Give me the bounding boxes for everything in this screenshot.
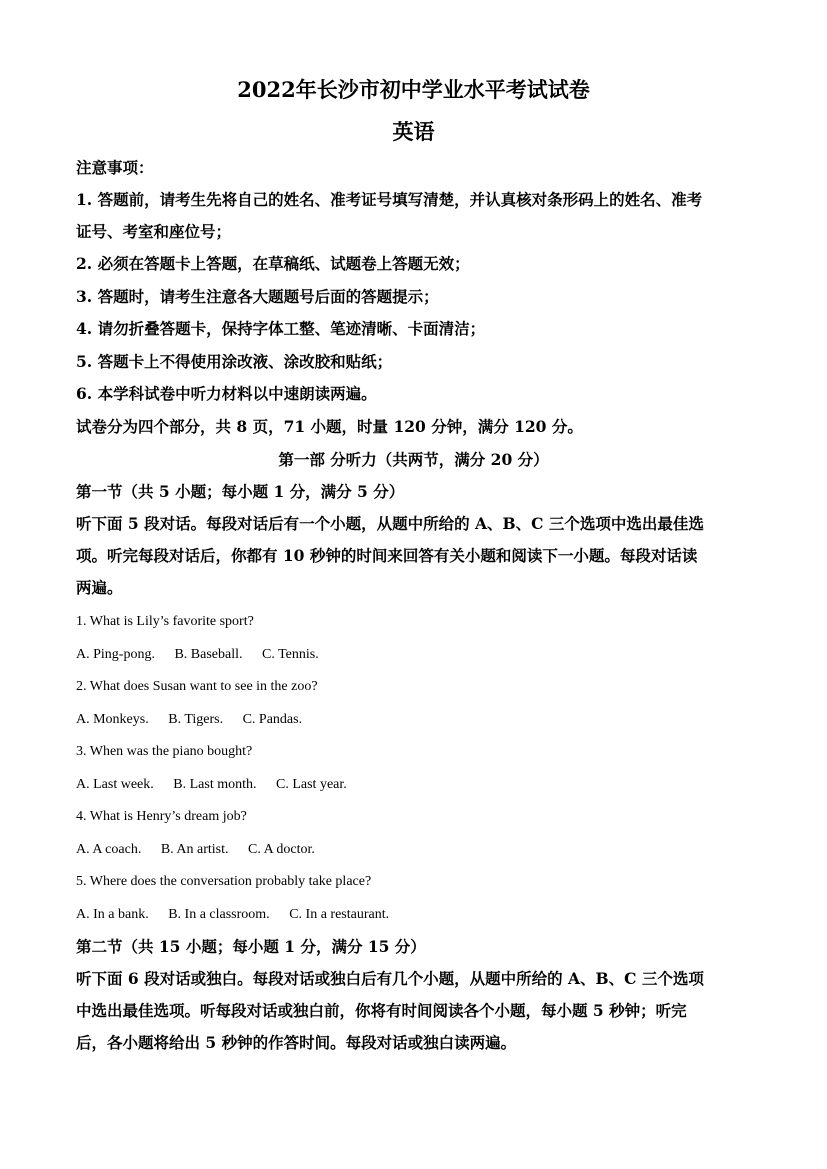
question-1: 1. What is Lily’s favorite sport? — [76, 614, 254, 629]
question-4-option-c: C. A doctor. — [248, 842, 315, 857]
question-2: 2. What does Susan want to see in the zoo? — [76, 679, 318, 694]
question-3-option-c: C. Last year. — [276, 777, 347, 792]
section-2-instruction-line-3: 后，各小题将给出 5 秒钟的作答时间。每段对话或独白读两遍。 — [76, 1033, 517, 1052]
section-1-instruction-line-1: 听下面 5 段对话。每段对话后有一个小题，从题中所给的 A、B、C 三个选项中选出最佳选 — [76, 514, 704, 533]
question-5-option-c: C. In a restaurant. — [289, 907, 390, 922]
question-4-options — [76, 841, 756, 859]
question-4: 4. What is Henry’s dream job? — [76, 809, 247, 824]
part-1-heading: 第一部 分听力（共两节，满分 20 分） — [278, 450, 549, 469]
question-2-option-c: C. Pandas. — [242, 712, 303, 727]
question-5-options — [76, 906, 756, 924]
question-5: 5. Where does the conversation probably take place? — [76, 874, 372, 889]
section-2-instruction-line-2: 中选出最佳选项。听每段对话或独白前，你将有时间阅读各个小题，每小题 5 秒钟；听完 — [76, 1001, 687, 1020]
section-1-heading: 第一节（共 5 小题；每小题 1 分，满分 5 分） — [76, 482, 405, 501]
question-3-option-b: B. Last month. — [173, 777, 257, 792]
question-3: 3. When was the piano bought? — [76, 744, 253, 759]
subject-title: 英语 — [392, 119, 435, 144]
notice-item-2: 2. 必须在答题卡上答题，在草稿纸、试题卷上答题无效； — [76, 254, 470, 273]
question-3-options — [76, 776, 756, 794]
question-4-option-b: B. An artist. — [160, 842, 229, 857]
notice-item-3: 3. 答题时，请考生注意各大题题号后面的答题提示； — [76, 287, 439, 306]
section-2-heading: 第二节（共 15 小题；每小题 1 分，满分 15 分） — [76, 937, 426, 956]
question-2-option-a: A. Monkeys. — [76, 712, 149, 727]
notice-item-6: 6. 本学科试卷中听力材料以中速朗读两遍。 — [76, 384, 377, 403]
question-1-options — [76, 646, 756, 664]
notice-item-1-line-2: 证号、考室和座位号； — [76, 222, 232, 241]
question-2-option-b: B. Tigers. — [168, 712, 224, 727]
section-2-instruction-line-1: 听下面 6 段对话或独白。每段对话或独白后有几个小题，从题中所给的 A、B、C 三个选项 — [76, 969, 704, 988]
exam-summary: 试卷分为四个部分，共 8 页，71 小题，时量 120 分钟，满分 120 分。 — [76, 417, 583, 436]
notice-item-5: 5. 答题卡上不得使用涂改液、涂改胶和贴纸； — [76, 352, 393, 371]
section-1-instruction-line-3: 两遍。 — [76, 578, 123, 597]
section-1-instruction-line-2: 项。听完每段对话后，你都有 10 秒钟的时间来回答有关小题和阅读下一小题。每段对话读 — [76, 546, 698, 565]
notice-heading: 注意事项： — [76, 158, 154, 177]
question-5-option-a: A. In a bank. — [76, 907, 149, 922]
question-1-option-c: C. Tennis. — [262, 647, 319, 662]
question-4-option-a: A. A coach. — [76, 842, 142, 857]
question-1-option-a: A. Ping-pong. — [76, 647, 155, 662]
question-1-option-b: B. Baseball. — [174, 647, 243, 662]
question-3-option-a: A. Last week. — [76, 777, 154, 792]
question-2-options — [76, 711, 756, 729]
notice-item-4: 4. 请勿折叠答题卡，保持字体工整、笔迹清晰、卡面清洁； — [76, 319, 486, 338]
exam-title: 2022年长沙市初中学业水平考试试卷 — [237, 77, 590, 102]
question-5-option-b: B. In a classroom. — [168, 907, 270, 922]
notice-item-1-line-1: 1. 答题前，请考生先将自己的姓名、准考证号填写清楚，并认真核对条形码上的姓名、准考 — [76, 190, 703, 209]
